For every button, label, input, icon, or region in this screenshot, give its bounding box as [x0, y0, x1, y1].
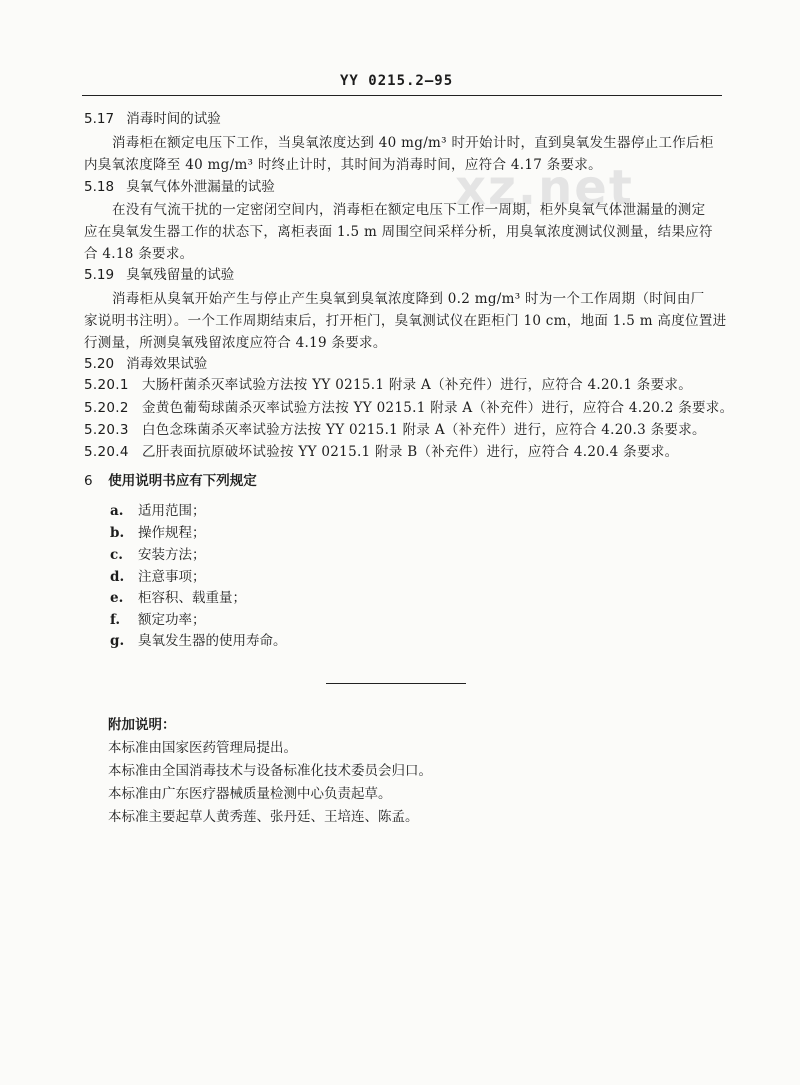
section-divider — [326, 683, 466, 684]
subsection-5-20-1 — [84, 376, 692, 394]
subsection-number: 5.20.1 — [84, 377, 129, 393]
list-item — [110, 568, 206, 586]
paragraph-line: 消毒柜在额定电压下工作，当臭氧浓度达到 40 mg/m³ 时开始计时，直到臭氧发生器停止工作后柜 — [112, 135, 714, 151]
section-title: 臭氧气体外泄漏量的试验 — [126, 179, 275, 195]
list-item-text: 额定功率； — [138, 612, 206, 628]
paragraph-line: 在没有气流干扰的一定密闭空间内，消毒柜在额定电压下工作一周期，柜外臭氧气体泄漏量的测定 — [112, 202, 706, 218]
subsection-text: 乙肝表面抗原破坏试验按 YY 0215.1 附录 B（补充件）进行，应符合 4.20.4 条要求。 — [142, 444, 679, 460]
subsection-5-20-3 — [84, 421, 706, 439]
list-item — [110, 611, 206, 629]
list-item-letter: g. — [110, 633, 125, 649]
section-number: 5.19 — [84, 267, 115, 283]
list-item-text: 注意事项； — [138, 569, 206, 585]
subsection-number: 5.20.3 — [84, 422, 129, 438]
notes-line: 本标准由广东医疗器械质量检测中心负责起草。 — [108, 786, 392, 802]
section-number: 5.20 — [84, 356, 115, 372]
watermark: xz.net — [455, 160, 634, 216]
section-heading-5-17 — [84, 110, 221, 128]
list-item-text: 柜容积、载重量； — [138, 590, 246, 606]
list-item — [110, 502, 206, 520]
subsection-number: 5.20.2 — [84, 400, 129, 416]
chapter-heading-6 — [84, 472, 257, 490]
list-item-letter: c. — [110, 547, 123, 563]
paragraph-line: 内臭氧浓度降至 40 mg/m³ 时终止计时，其时间为消毒时间，应符合 4.17 条要求。 — [84, 157, 602, 173]
subsection-text: 金黄色葡萄球菌杀灭率试验方法按 YY 0215.1 附录 A（补充件）进行，应符合 4.20.2 条要求。 — [142, 400, 734, 416]
list-item-letter: d. — [110, 569, 125, 585]
notes-title: 附加说明： — [108, 717, 176, 733]
paragraph-line: 家说明书注明）。一个工作周期结束后，打开柜门，臭氧测试仪在距柜门 10 cm，地面 1.5 m 高度位置进 — [84, 313, 727, 329]
paragraph-line: 消毒柜从臭氧开始产生与停止产生臭氧到臭氧浓度降到 0.2 mg/m³ 时为一个工作周期（时间由厂 — [112, 291, 705, 307]
list-item — [110, 632, 287, 650]
section-title: 臭氧残留量的试验 — [126, 267, 235, 283]
section-number: 5.18 — [84, 179, 115, 195]
list-item-letter: a. — [110, 503, 124, 519]
list-item-letter: f. — [110, 612, 121, 628]
list-item — [110, 589, 246, 607]
list-item-text: 臭氧发生器的使用寿命。 — [138, 633, 287, 649]
section-heading-5-19 — [84, 266, 234, 284]
notes-line: 本标准主要起草人黄秀莲、张丹廷、王培连、陈孟。 — [108, 809, 419, 825]
list-item-letter: e. — [110, 590, 124, 606]
section-title: 消毒时间的试验 — [126, 111, 221, 127]
subsection-5-20-4 — [84, 443, 678, 461]
list-item-text: 适用范围； — [138, 503, 206, 519]
paragraph-line: 合 4.18 条要求。 — [84, 246, 194, 262]
notes-line: 本标准由全国消毒技术与设备标准化技术委员会归口。 — [108, 763, 432, 779]
section-title: 消毒效果试验 — [126, 356, 208, 372]
chapter-title: 使用说明书应有下列规定 — [108, 473, 257, 489]
chapter-number: 6 — [84, 473, 93, 489]
list-item — [110, 524, 206, 542]
list-item — [110, 546, 206, 564]
section-heading-5-18 — [84, 178, 275, 196]
page-header: YY 0215.2—95 — [340, 73, 454, 89]
subsection-text: 大肠杆菌杀灭率试验方法按 YY 0215.1 附录 A（补充件）进行，应符合 4.20.1 条要求。 — [142, 377, 692, 393]
list-item-letter: b. — [110, 525, 125, 541]
subsection-5-20-2 — [84, 399, 733, 417]
subsection-number: 5.20.4 — [84, 444, 129, 460]
header-rule — [82, 95, 722, 96]
list-item-text: 安装方法； — [138, 547, 206, 563]
section-heading-5-20 — [84, 355, 207, 373]
section-number: 5.17 — [84, 111, 115, 127]
paragraph-line: 应在臭氧发生器工作的状态下，离柜表面 1.5 m 周围空间采样分析，用臭氧浓度测试仪测量，结果应符 — [84, 224, 713, 240]
subsection-text: 白色念珠菌杀灭率试验方法按 YY 0215.1 附录 A（补充件）进行，应符合 4.20.3 条要求。 — [142, 422, 706, 438]
paragraph-line: 行测量，所测臭氧残留浓度应符合 4.19 条要求。 — [84, 335, 387, 351]
list-item-text: 操作规程； — [138, 525, 206, 541]
notes-line: 本标准由国家医药管理局提出。 — [108, 740, 297, 756]
